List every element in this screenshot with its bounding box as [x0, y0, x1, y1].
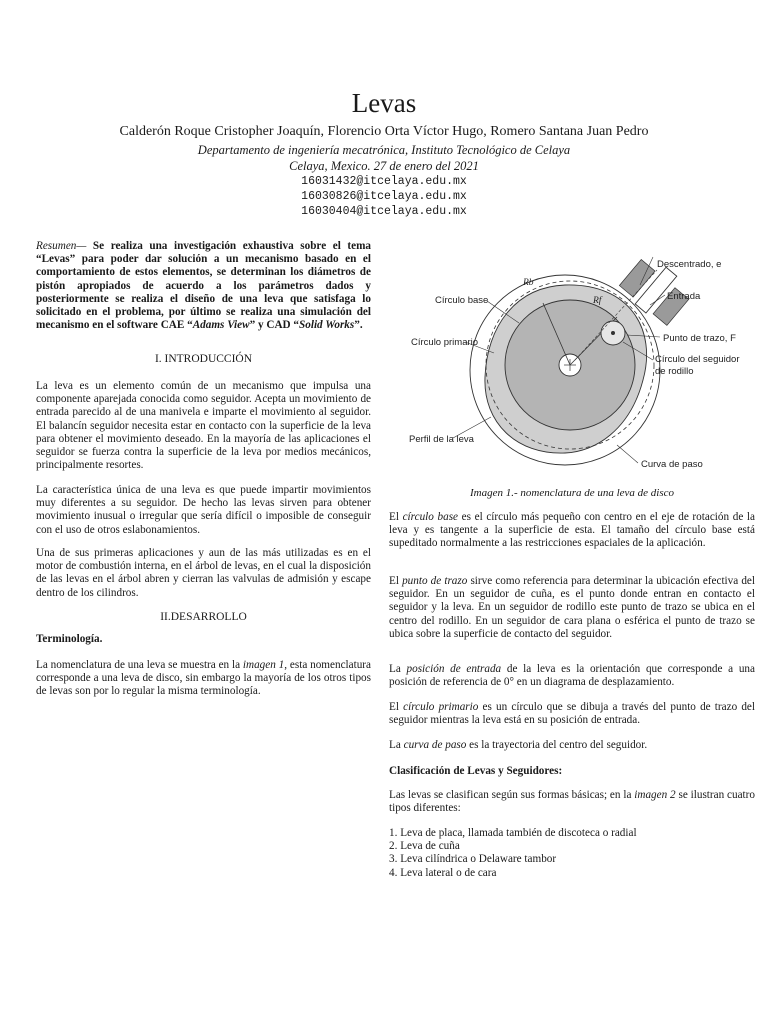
paragraph-circulo-primario: El círculo primario es un círculo que se dibuja a través del punto de trazo del seguidor mientras la leva está en su posición de entrada. — [389, 701, 755, 727]
author-department: Departamento de ingeniería mecatrónica, Instituto Tecnológico de Celaya — [197, 143, 571, 157]
paragraph-punto-trazo: El punto de trazo sirve como referencia para determinar la ubicación efectiva del seguidor. En un seguidor de cuña, es el punto donde entran en contacto el seguidor y la leva. En un seguidor de rodillo este punto de trazo se ubica en el centro del rodillo. En un seguidor de cara plana o esférica el punto de trazo se ubica sobre la superficie de contacto del seguidor. — [389, 575, 756, 640]
label-punto-trazo: Punto de trazo, F — [663, 333, 736, 344]
paper-title: Levas — [351, 88, 417, 118]
intro-paragraph-3: Una de sus primeras aplicaciones y aun de las más utilizadas es en el motor de combustión interna, en el árbol de levas, en el cual la disposición de las levas en el árbol abren y cierran las valvulas de admisión y escape dentro de los cilindros. — [36, 547, 371, 599]
list-item: 2. Leva de cuña — [389, 840, 460, 853]
intro-paragraph-2: La característica única de una leva es que puede impartir movimientos muy diferentes a su seguidor. De hecho las levas sirven para obtener movimiento inusual o irregular que sería difícil o imposible de conseguir con el uso de otros eslabonamientos. — [36, 484, 371, 536]
section-heading-desarrollo: II.DESARROLLO — [160, 611, 247, 623]
paragraph-posicion-entrada: La posición de entrada de la leva es la orientación que corresponde a una posición de referencia de 0° en un diagrama de desplazamiento. — [389, 663, 755, 689]
list-item: 1. Leva de placa, llamada también de discoteca o radial — [389, 827, 637, 839]
cam-types-list — [389, 827, 755, 880]
subheading-clasificacion: Clasificación de Levas y Seguidores: — [389, 765, 563, 777]
label-perfil: Perfil de la leva — [409, 434, 474, 445]
author-email-2: 16030826@itcelaya.edu.mx — [301, 190, 467, 203]
label-entrada: Entrada — [667, 291, 701, 302]
paragraph-clasificacion: Las levas se clasifican según sus formas básicas; en la imagen 2 se ilustran cuatro tipos diferentes: — [389, 789, 755, 815]
label-curva-paso: Curva de paso — [641, 459, 703, 470]
label-circulo-primario: Círculo primario — [411, 337, 479, 348]
cam-nomenclature-figure — [395, 245, 755, 480]
label-rb: Rb — [523, 278, 534, 288]
list-item: 4. Leva lateral o de cara — [389, 866, 497, 879]
paragraph-curva-paso: La curva de paso es la trayectoria del centro del seguidor. — [389, 739, 648, 751]
list-item: 3. Leva cilíndrica o Delaware tambor — [389, 853, 557, 866]
label-descentrado: Descentrado, e — [657, 259, 722, 270]
terminology-paragraph: La nomenclatura de una leva se muestra en la imagen 1, esta nomenclatura corresponde a una leva de disco, sin embargo la mayoría de los otros tipos de levas son por lo regular la misma terminología. — [36, 659, 372, 698]
paper-authors: Calderón Roque Cristopher Joaquín, Florencio Orta Víctor Hugo, Romero Santana Juan Pedro — [119, 124, 649, 139]
label-rf: Rf — [593, 296, 602, 306]
label-seguidor-1: Círculo del seguidor — [655, 354, 740, 365]
paragraph-circulo-base: El círculo base es el círculo más pequeño con centro en el eje de rotación de la leva y es tangente a la superficie de esta. El tamaño del círculo base está supeditado normalmente a las restricciones espaciales de la aplicación. — [389, 511, 755, 550]
label-circulo-base: Círculo base — [435, 295, 489, 306]
abstract-text: Se realiza una investigación exhaustiva sobre el tema “Levas” para poder dar solución a un mecanismo basado en el comportamiento de estos elementos, se determinan los diámetros de pistón apropiados de acuerdo a los parámetros dados y posteriormente se realiza el diseño de una leva que satisfaga lo solicitado en el problema, por último se realiza una simulación del mecanismo en el software CAE “Adams View” y CAD “Solid Works”. — [36, 240, 371, 332]
intro-paragraph-1: La leva es un elemento común de un mecanismo que impulsa una componente aparejada conocida como seguidor. Acepta un movimiento de entrada parecido al de una manivela e imparte el movimiento al seguidor. El balancín seguidor necesita estar en contacto con la superficie de la leva para obtener el movimiento deseado. En la mayoría de las aplicaciones el seguidor se fuerza contra la superficie de la leva por medios mecánicos, principalmente resortes. — [36, 380, 371, 472]
figure-caption: Imagen 1.- nomenclatura de una leva de disco — [469, 487, 675, 499]
subheading-terminologia: Terminología. — [36, 633, 103, 645]
location-date: Celaya, Mexico. 27 de enero del 2021 — [289, 159, 479, 173]
abstract-label: Resumen— — [36, 240, 87, 252]
author-email-1: 16031432@itcelaya.edu.mx — [301, 175, 467, 188]
abstract — [36, 240, 371, 332]
section-heading-introduccion: I. INTRODUCCIÓN — [154, 353, 253, 365]
author-email-3: 16030404@itcelaya.edu.mx — [301, 205, 467, 218]
label-seguidor-2: de rodillo — [655, 366, 694, 377]
